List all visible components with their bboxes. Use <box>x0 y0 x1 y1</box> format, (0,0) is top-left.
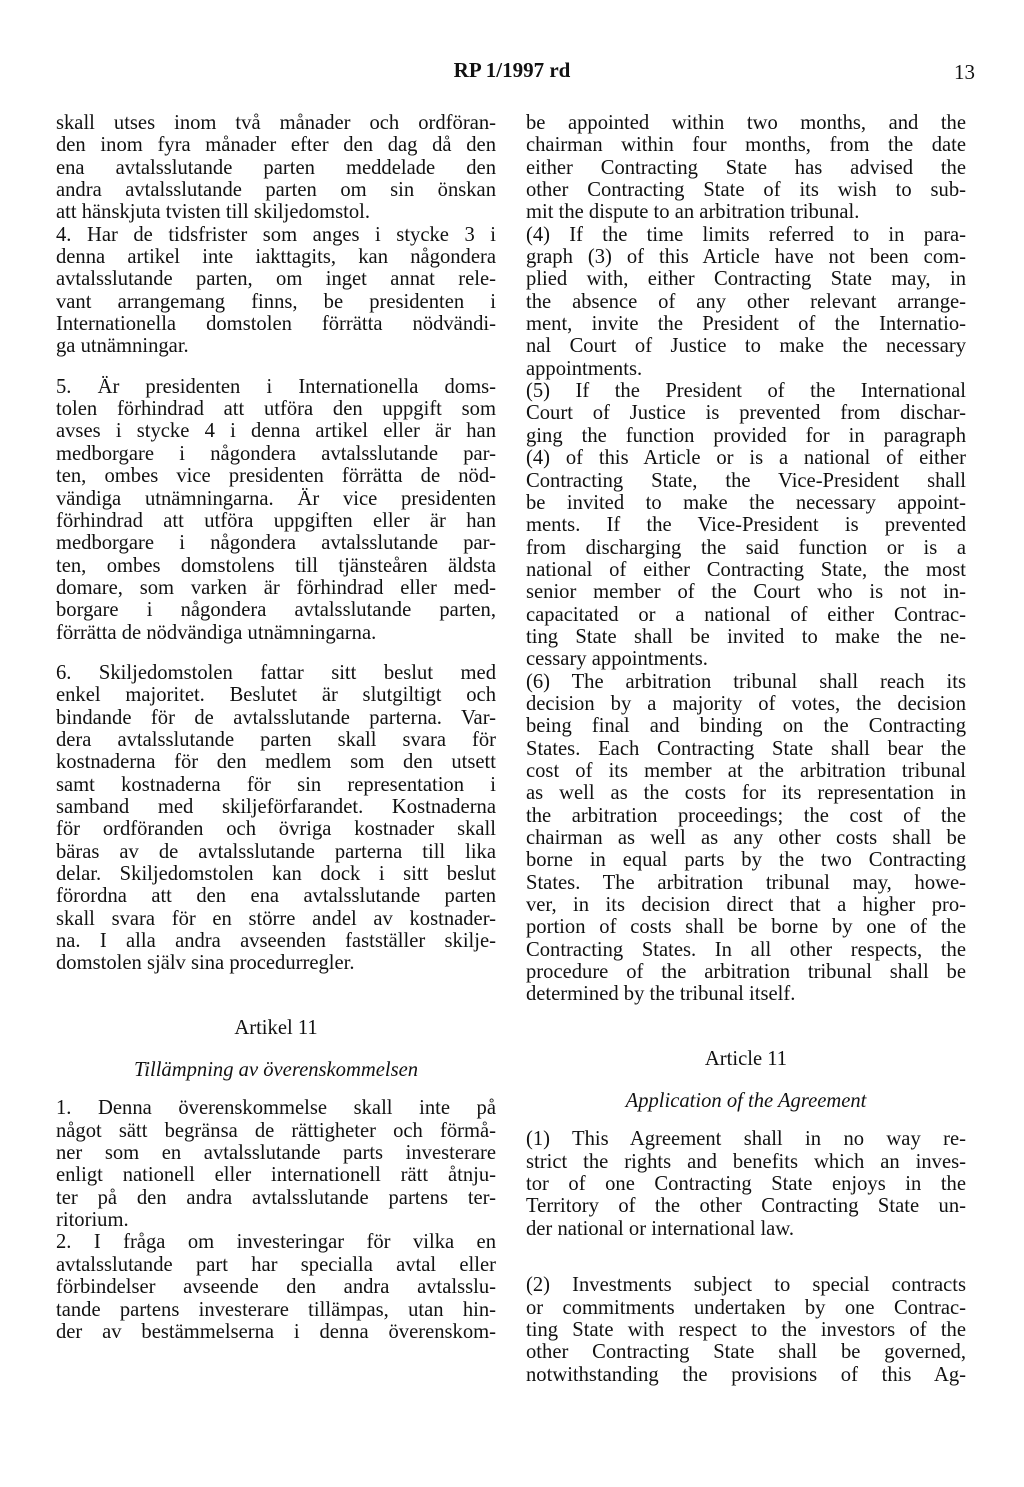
text-line: 6. Skiljedomstolen fattar sitt beslut med <box>56 661 496 684</box>
text-line: 2. I fråga om investeringar för vilka en <box>56 1231 496 1254</box>
swedish-article-paragraph-1 <box>56 1097 496 1231</box>
text-line: något sätt begränsa de rättigheter och förmå- <box>56 1119 496 1142</box>
text-line: as well as the costs for its representation in <box>526 782 966 805</box>
text-line: States. The arbitration tribunal may, howe- <box>526 871 966 894</box>
text-line: förbindelser avseende den andra avtalsslu- <box>56 1276 496 1299</box>
text-line: domare, som varken är förhindrad eller med- <box>56 576 496 599</box>
article-heading: Artikel 11 <box>234 1016 318 1039</box>
text-line: notwithstanding the provisions of this Ag- <box>526 1363 966 1386</box>
text-line: (1) This Agreement shall in no way re- <box>526 1128 966 1151</box>
text-line: chairman within four months, from the date <box>526 134 966 157</box>
text-line: medborgare i någondera avtalsslutande par- <box>56 532 496 555</box>
text-line: dera avtalsslutande parten skall svara för <box>56 728 496 751</box>
text-line: samband med skiljeförfarandet. Kostnaderna <box>56 795 496 818</box>
english-paragraph-4 <box>526 224 966 380</box>
text-line: Territory of the other Contracting State un- <box>526 1195 966 1218</box>
text-line: bindande för de avtalsslutande parterna. Var- <box>56 706 496 729</box>
text-line: der national or international law. <box>526 1217 794 1240</box>
text-line: Contracting State, the Vice-President shall <box>526 469 966 492</box>
text-line: (2) Investments subject to special contracts <box>526 1274 966 1297</box>
text-line: avtalsslutande parten, om inget annat rele- <box>56 268 496 291</box>
text-line: tor of one Contracting State enjoys in the <box>526 1173 966 1196</box>
article-subheading: Application of the Agreement <box>625 1090 867 1113</box>
text-line: national of either Contracting State, the most <box>526 558 966 581</box>
page-number: 13 <box>954 60 975 84</box>
text-line: ten, ombes vice presidenten förrätta de nöd- <box>56 465 496 488</box>
text-line: (6) The arbitration tribunal shall reach its <box>526 670 966 693</box>
text-line: borgare i någondera avtalsslutande parten, <box>56 599 496 622</box>
text-line: procedure of the arbitration tribunal shall be <box>526 961 966 984</box>
text-line: ments. If the Vice-President is prevented <box>526 514 966 537</box>
text-line: medborgare i någondera avtalsslutande par- <box>56 442 496 465</box>
text-line: förhindrad att utföra uppgiften eller är han <box>56 509 496 532</box>
text-line: borne in equal parts by the two Contracting <box>526 849 966 872</box>
text-line: 1. Denna överenskommelse skall inte på <box>56 1097 496 1120</box>
text-line: ten, ombes domstolens till tjänsteåren äldsta <box>56 554 496 577</box>
text-line: nal Court of Justice to make the necessary <box>526 335 966 358</box>
text-line: kostnaderna för den medlem som den utsett <box>56 751 496 774</box>
text-line: ner som en avtalsslutande parts investerare <box>56 1142 496 1165</box>
text-line: enkel majoritet. Beslutet är slutgiltigt och <box>56 684 496 707</box>
text-line: förordna att den ena avtalsslutande parten <box>56 885 496 908</box>
text-line: 4. Har de tidsfrister som anges i stycke 3 i <box>56 223 496 246</box>
swedish-paragraph-4 <box>56 224 496 358</box>
text-line: ena avtalsslutande parten meddelade den <box>56 156 496 179</box>
text-line: delar. Skiljedomstolen kan dock i sitt beslut <box>56 863 496 885</box>
english-column <box>526 112 966 1386</box>
text-line: andra avtalsslutande parten om sin önskan <box>56 179 496 202</box>
article-subheading: Tillämpning av överenskommelsen <box>133 1059 419 1082</box>
text-line: senior member of the Court who is not in- <box>526 581 966 604</box>
text-line: bäras av de avtalsslutande parterna till lika <box>56 840 496 863</box>
text-line: chairman as well as any other costs shall be <box>526 827 966 849</box>
text-line: appointments. <box>526 357 643 380</box>
text-line: na. I alla andra avseenden fastställer skilje- <box>56 930 496 953</box>
text-line: ting State shall be invited to make the ne- <box>526 625 966 648</box>
text-line: ver, in its decision direct that a higher pro- <box>526 894 966 917</box>
text-line: the absence of any other relevant arrange- <box>526 290 966 313</box>
text-line: avtalsslutande part har specialla avtal eller <box>56 1253 496 1276</box>
running-header: RP 1/1997 rd <box>453 58 571 82</box>
text-line: plied with, either Contracting State may, in <box>526 268 966 291</box>
text-line: ter på den andra avtalsslutande partens ter- <box>56 1186 496 1209</box>
swedish-column <box>56 112 496 1343</box>
text-line: cessary appointments. <box>526 648 708 671</box>
text-line: mit the dispute to an arbitration tribunal. <box>526 201 860 224</box>
text-line: domstolen själv sina procedurregler. <box>56 952 355 975</box>
text-line: or commitments undertaken by one Contrac- <box>526 1296 966 1319</box>
text-line: be invited to make the necessary appoint- <box>526 491 966 514</box>
text-line: denna artikel inte iakttagits, kan någondera <box>56 246 496 269</box>
text-line: be appointed within two months, and the <box>526 112 966 134</box>
swedish-paragraph-intro <box>56 112 496 224</box>
text-line: att hänskjuta tvisten till skiljedomstol. <box>56 201 371 224</box>
text-line: tolen förhindrad att utföra den uppgift som <box>56 398 496 421</box>
text-line: vändiga utnämningarna. Är vice presidenten <box>56 487 496 510</box>
text-line: den inom fyra månader efter den dag då den <box>56 134 496 157</box>
text-line: Court of Justice is prevented from dischar- <box>526 402 966 425</box>
text-line: (4) If the time limits referred to in para- <box>526 223 966 246</box>
text-line: tande partens investerare tillämpas, utan hin- <box>56 1298 496 1321</box>
english-article-paragraph-1 <box>526 1128 966 1240</box>
swedish-paragraph-5 <box>56 376 496 644</box>
english-paragraph-intro <box>526 112 966 224</box>
english-paragraph-5 <box>526 380 966 670</box>
text-line: enligt nationell eller internationell rätt åtnju- <box>56 1164 496 1187</box>
text-line: (4) of this Article or is a national of either <box>526 447 966 470</box>
swedish-article-paragraph-2 <box>56 1231 496 1343</box>
article-heading: Article 11 <box>704 1047 788 1070</box>
text-line: samt kostnaderna för sin representation i <box>56 773 496 796</box>
text-line: cost of its member at the arbitration tribunal <box>526 759 966 782</box>
text-line: ging the function provided for in paragraph <box>526 424 966 447</box>
text-line: ting State with respect to the investors of the <box>526 1318 966 1341</box>
text-line: portion of costs shall be borne by one of the <box>526 916 966 939</box>
text-line: from discharging the said function or is a <box>526 536 966 559</box>
text-line: ga utnämningar. <box>56 335 189 358</box>
text-line: strict the rights and benefits which an inves- <box>526 1150 966 1173</box>
text-line: (5) If the President of the International <box>526 380 966 403</box>
text-line: ritorium. <box>56 1209 129 1232</box>
text-line: der av bestämmelserna i denna överenskom- <box>56 1320 496 1343</box>
text-line: skall utses inom två månader och ordföran- <box>56 112 496 134</box>
text-line: graph (3) of this Article have not been com- <box>526 246 966 269</box>
text-line: either Contracting State has advised the <box>526 156 966 179</box>
text-line: decision by a majority of votes, the decision <box>526 692 966 715</box>
swedish-paragraph-6 <box>56 662 496 975</box>
text-line: States. Each Contracting State shall bear the <box>526 737 966 760</box>
text-line: förrätta de nödvändiga utnämningarna. <box>56 621 377 644</box>
text-line: determined by the tribunal itself. <box>526 983 796 1006</box>
text-line: avses i stycke 4 i denna artikel eller är han <box>56 420 496 443</box>
text-line: other Contracting State of its wish to sub- <box>526 179 966 202</box>
text-line: 5. Är presidenten i Internationella doms- <box>56 375 496 398</box>
text-line: other Contracting State shall be governed, <box>526 1341 966 1364</box>
text-line: capacitated or a national of either Contrac- <box>526 603 966 626</box>
english-article-paragraph-2 <box>526 1274 966 1386</box>
text-line: the arbitration proceedings; the cost of the <box>526 804 966 827</box>
text-line: being final and binding on the Contracting <box>526 715 966 738</box>
text-line: skall svara för en större andel av kostnader- <box>56 907 496 930</box>
text-line: ment, invite the President of the Internatio- <box>526 313 966 336</box>
text-line: vant arrangemang finns, be presidenten i <box>56 290 496 313</box>
english-paragraph-6 <box>526 671 966 1006</box>
text-line: Internationella domstolen förrätta nödvändi- <box>56 313 496 336</box>
text-line: för ordföranden och övriga kostnader skall <box>56 818 496 841</box>
text-line: Contracting States. In all other respects, the <box>526 938 966 961</box>
